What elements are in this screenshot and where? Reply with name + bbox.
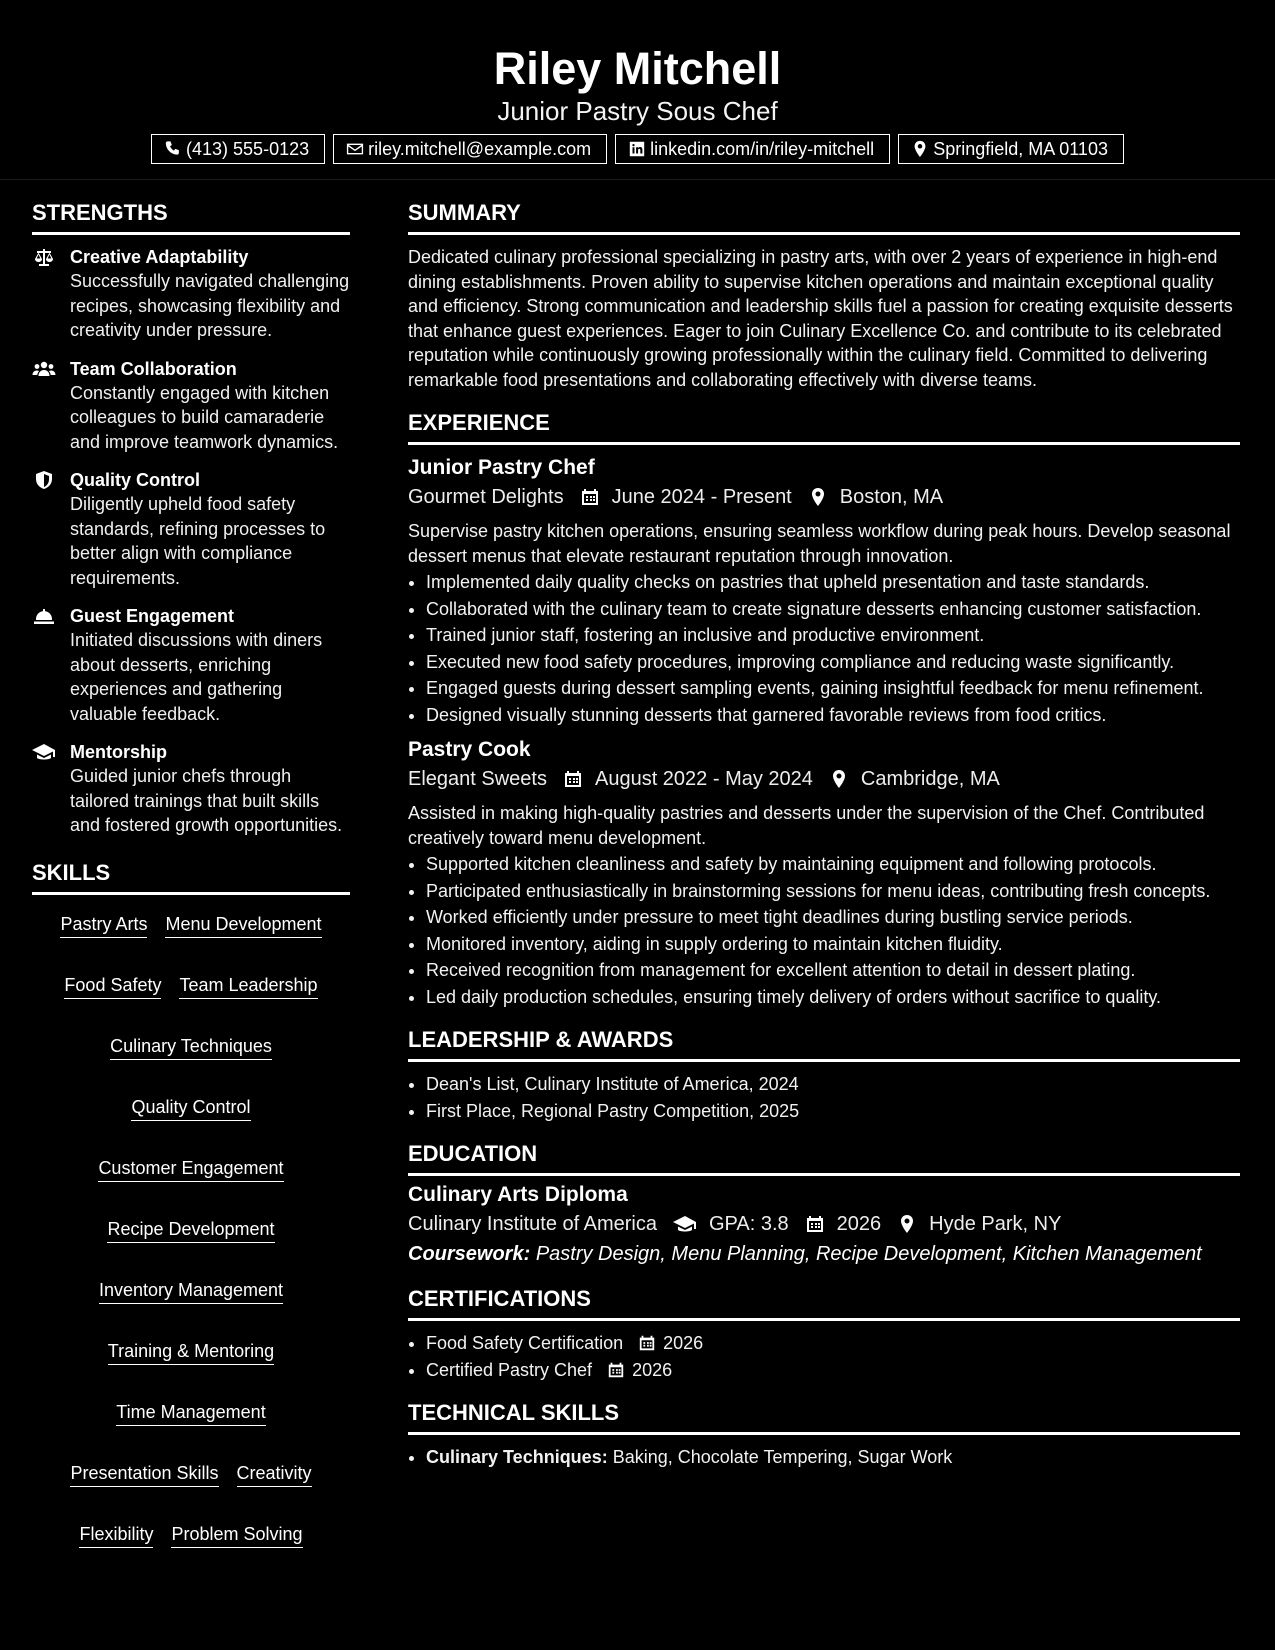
- shield-icon: [32, 468, 70, 590]
- skill-tag: Recipe Development: [107, 1218, 274, 1243]
- phone-chip[interactable]: [151, 134, 325, 164]
- list-item: [426, 1358, 1240, 1383]
- strength-name: Mentorship: [70, 742, 167, 762]
- tech-label: Culinary Techniques:: [426, 1447, 608, 1467]
- job-title: Junior Pastry Chef: [408, 456, 595, 479]
- resume-header: [0, 0, 1275, 180]
- certifications-list: [408, 1331, 1240, 1382]
- list-item: • Supported kitchen cleanliness and safety by maintaining equipment and following protocols.: [426, 852, 1240, 877]
- list-item: • Dean's List, Culinary Institute of America, 2024: [426, 1072, 1240, 1097]
- email-text: riley.mitchell@example.com: [368, 139, 592, 159]
- summary-text: Dedicated culinary professional specializing in pastry arts, with over 2 years of experience in high-end dining establishments. Proven ability to supervise kitchen operations and maintain exceptional quality and efficiency. Strong communication and leadership skills fuel a passion for creating exquisite desserts that enhance guest experiences. Eager to join Culinary Excellence Co. and contribute to its celebrated reputation while continuously growing professionally within the culinary field. Committed to delivering remarkable food presentations and collaborating effectively with diverse teams.: [408, 247, 1233, 390]
- candidate-name: Riley Mitchell: [493, 43, 782, 94]
- map-pin-icon: [897, 1214, 917, 1234]
- contact-bar: [0, 134, 1275, 164]
- school-location: Hyde Park, NY: [929, 1213, 1062, 1235]
- skill-tag: Menu Development: [165, 913, 321, 938]
- envelope-icon: [346, 140, 364, 158]
- skill-tag: Customer Engagement: [98, 1157, 283, 1182]
- school-name: Culinary Institute of America: [408, 1213, 657, 1235]
- technical-skills-list: [408, 1445, 1240, 1470]
- skill-tag: Team Leadership: [179, 974, 317, 999]
- bell-icon: [32, 604, 70, 726]
- strength-name: Quality Control: [70, 470, 200, 490]
- graduation-cap-icon: [32, 740, 70, 838]
- strength-name: Team Collaboration: [70, 358, 237, 379]
- map-pin-icon: [911, 140, 929, 158]
- strength-desc: Constantly engaged with kitchen colleagues to build camaraderie and improve teamwork dynamics.: [70, 382, 339, 452]
- strength-desc: Initiated discussions with diners about desserts, enriching experiences and gathering valuable feedback.: [70, 630, 323, 724]
- cert-name: Food Safety Certification: [426, 1333, 624, 1353]
- skill-tag: Culinary Techniques: [110, 1035, 272, 1060]
- location-chip[interactable]: [898, 134, 1124, 164]
- job-bullets: [408, 852, 1240, 1009]
- skills-heading: SKILLS: [32, 860, 350, 895]
- skill-tag: Time Management: [116, 1401, 265, 1426]
- strength-name: Creative Adaptability: [70, 247, 249, 267]
- list-item: • Collaborated with the culinary team to create signature desserts enhancing customer satisfaction.: [426, 597, 1240, 622]
- coursework-label: Coursework:: [408, 1243, 531, 1265]
- strength-desc: Guided junior chefs through tailored trainings that built skills and fostered growth opportunities.: [70, 766, 343, 835]
- cert-year: 2026: [663, 1333, 704, 1353]
- phone-text: (413) 555-0123: [186, 139, 310, 159]
- linkedin-chip[interactable]: [615, 134, 890, 164]
- job-bullets: [408, 570, 1240, 727]
- strength-item: [32, 604, 350, 726]
- list-item: • Participated enthusiastically in brainstorming sessions for menu ideas, contributing fresh concepts.: [426, 879, 1240, 904]
- skill-tag: Problem Solving: [171, 1523, 302, 1548]
- left-column: [32, 200, 350, 1548]
- list-item: • First Place, Regional Pastry Competition, 2025: [426, 1099, 1240, 1124]
- location-text: Springfield, MA 01103: [933, 139, 1108, 159]
- awards-heading: LEADERSHIP & AWARDS: [408, 1027, 1240, 1062]
- job-dates: August 2022 - May 2024: [594, 768, 813, 790]
- map-pin-icon: [808, 487, 828, 507]
- list-item: • Led daily production schedules, ensuring timely delivery of orders without sacrifice to quality.: [426, 985, 1240, 1010]
- job-dates: June 2024 - Present: [611, 486, 792, 508]
- skill-tag: Pastry Arts: [60, 913, 147, 938]
- strength-item: [32, 245, 350, 343]
- job-company: Elegant Sweets: [408, 768, 547, 790]
- skill-tag: Creativity: [237, 1462, 312, 1487]
- list-item: • Monitored inventory, aiding in supply ordering to maintain kitchen fluidity.: [426, 932, 1240, 957]
- map-pin-icon: [829, 769, 849, 789]
- gpa: GPA: 3.8: [709, 1213, 789, 1235]
- strength-item: [32, 468, 350, 590]
- phone-icon: [164, 140, 182, 158]
- job-location: Cambridge, MA: [860, 768, 1000, 790]
- job-meta: [408, 483, 1240, 511]
- tech-value: Baking, Chocolate Tempering, Sugar Work: [612, 1447, 953, 1467]
- job-company: Gourmet Delights: [408, 486, 564, 508]
- job-description: Supervise pastry kitchen operations, ensuring seamless workflow during peak hours. Develop seasonal dessert menus that elevate restaurant reputation through innovation.: [408, 521, 1231, 566]
- degree-name: Culinary Arts Diploma: [408, 1183, 628, 1206]
- technical-skills-heading: TECHNICAL SKILLS: [408, 1400, 1240, 1435]
- cert-year: 2026: [632, 1359, 673, 1380]
- skill-tag: Training & Mentoring: [108, 1340, 274, 1365]
- strengths-heading: STRENGTHS: [32, 200, 350, 235]
- skill-tag: Flexibility: [79, 1523, 153, 1548]
- graduation-year: 2026: [836, 1213, 882, 1235]
- education-heading: EDUCATION: [408, 1141, 1240, 1176]
- job-description: Assisted in making high-quality pastries and desserts under the supervision of the Chef. Contributed creatively toward menu development.: [408, 803, 1205, 848]
- skills-list: [32, 909, 350, 1548]
- strength-name: Guest Engagement: [70, 606, 235, 626]
- right-column: [408, 200, 1240, 1472]
- linkedin-text: linkedin.com/in/riley-mitchell: [650, 139, 875, 159]
- skill-tag: Presentation Skills: [70, 1462, 218, 1487]
- calendar-icon: [580, 487, 600, 507]
- skill-tag: Inventory Management: [99, 1279, 283, 1304]
- strength-item: [32, 357, 350, 455]
- list-item: [426, 1331, 1240, 1356]
- coursework: [408, 1240, 1240, 1268]
- certifications-heading: CERTIFICATIONS: [408, 1286, 1240, 1321]
- list-item: • Trained junior staff, fostering an inclusive and productive environment.: [426, 623, 1240, 648]
- calendar-icon: [607, 1361, 625, 1379]
- list-item: • Received recognition from management for excellent attention to detail in dessert plating.: [426, 958, 1240, 983]
- job-entry: [408, 737, 1240, 1009]
- skill-tag: Food Safety: [64, 974, 161, 999]
- job-entry: [408, 455, 1240, 727]
- strength-desc: Successfully navigated challenging recipes, showcasing flexibility and creativity under pressure.: [70, 271, 350, 340]
- awards-list: [408, 1072, 1240, 1123]
- coursework-list: Pastry Design, Menu Planning, Recipe Development, Kitchen Management: [535, 1243, 1202, 1265]
- job-location: Boston, MA: [839, 486, 944, 508]
- calendar-icon: [805, 1214, 825, 1234]
- list-item: • Implemented daily quality checks on pastries that upheld presentation and taste standards.: [426, 570, 1240, 595]
- job-meta: [408, 765, 1240, 793]
- cert-name: Certified Pastry Chef: [426, 1359, 593, 1380]
- list-item: • Designed visually stunning desserts that garnered favorable reviews from food critics.: [426, 703, 1240, 728]
- scale-icon: [32, 245, 70, 343]
- strength-item: [32, 740, 350, 838]
- candidate-title: Junior Pastry Sous Chef: [497, 96, 778, 126]
- linkedin-icon: [628, 140, 646, 158]
- calendar-icon: [563, 769, 583, 789]
- summary-heading: SUMMARY: [408, 200, 1240, 235]
- experience-heading: EXPERIENCE: [408, 410, 1240, 445]
- list-item: • Executed new food safety procedures, improving compliance and reducing waste significantly.: [426, 650, 1240, 675]
- users-icon: [32, 357, 70, 455]
- calendar-icon: [638, 1334, 656, 1352]
- job-title: Pastry Cook: [408, 738, 531, 761]
- list-item: • Worked efficiently under pressure to meet tight deadlines during bustling service periods.: [426, 905, 1240, 930]
- list-item: • Engaged guests during dessert sampling events, gaining insightful feedback for menu refinement.: [426, 676, 1240, 701]
- education-meta: [408, 1210, 1240, 1238]
- email-chip[interactable]: [333, 134, 607, 164]
- graduation-cap-icon: [673, 1214, 697, 1234]
- list-item: [426, 1445, 1240, 1470]
- strength-desc: Diligently upheld food safety standards, refining processes to better align with compliance requirements.: [70, 494, 326, 588]
- skill-tag: Quality Control: [131, 1096, 250, 1121]
